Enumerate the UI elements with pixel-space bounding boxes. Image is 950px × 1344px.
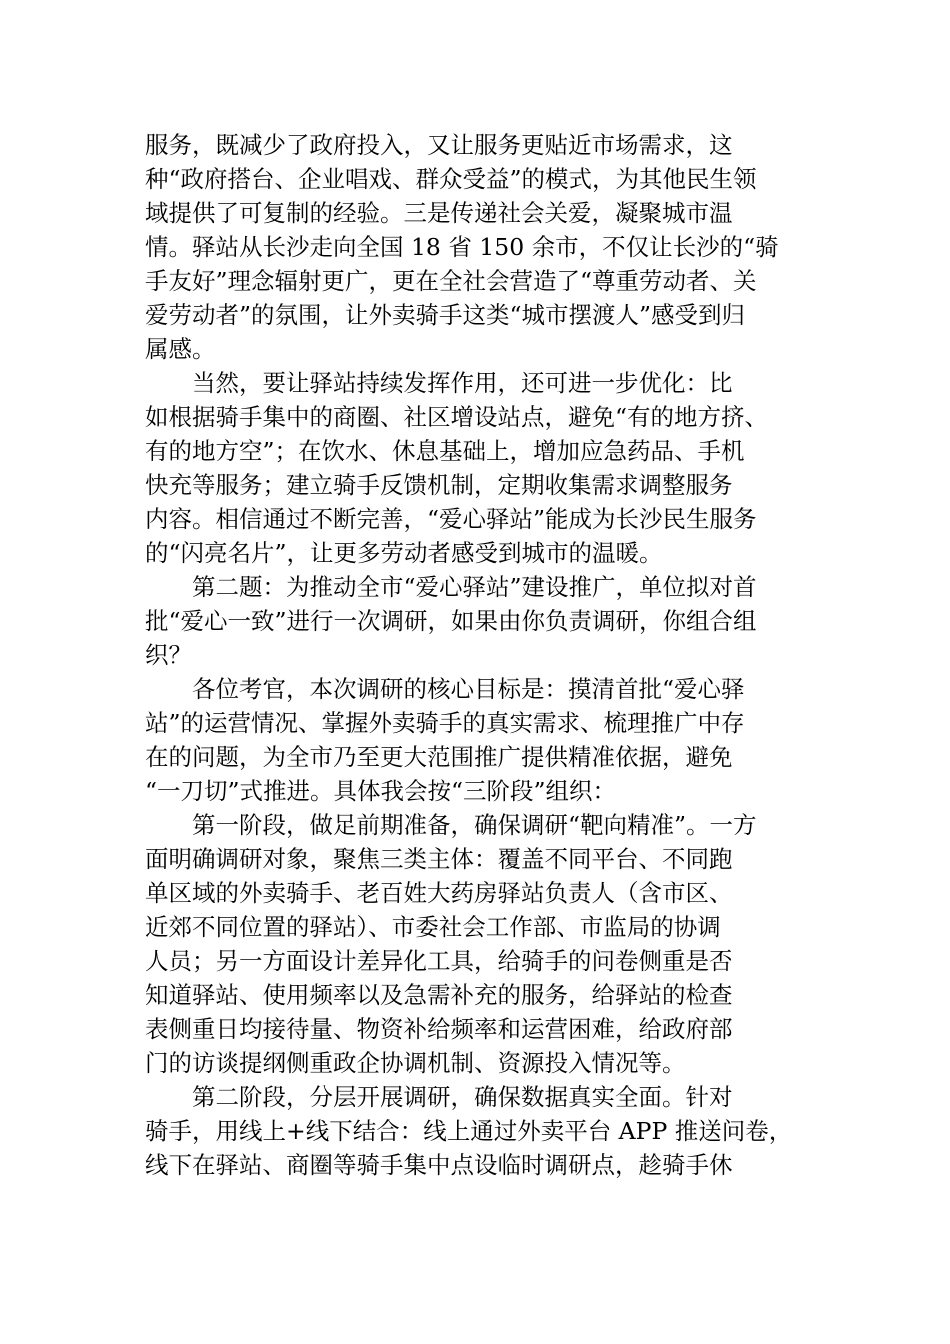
text-line: 属感。 xyxy=(145,335,216,363)
text-line: 情。驿站从长沙走向全国 18 省 150 余市，不仅让长沙的“骑 xyxy=(145,233,779,261)
question-first-line: 第二题：为推动全市“爱心驿站”建设推广，单位拟对首 xyxy=(192,573,757,601)
text-line: 服务，既减少了政府投入，又让服务更贴近市场需求，这 xyxy=(145,131,733,159)
text-line: 面明确调研对象，聚焦三类主体：覆盖不同平台、不同跑 xyxy=(145,845,733,873)
text-line: 种“政府搭台、企业唱戏、群众受益”的模式，为其他民生领 xyxy=(145,165,757,193)
paragraph-first-line: 第一阶段，做足前期准备，确保调研“靶向精准”。一方 xyxy=(192,811,757,839)
text-line: 织？ xyxy=(145,641,192,669)
text-line: 的“闪亮名片”，让更多劳动者感受到城市的温暖。 xyxy=(145,539,663,567)
text-line: 表侧重日均接待量、物资补给频率和运营困难，给政府部 xyxy=(145,1015,733,1043)
text-line: “一刀切”式推进。具体我会按“三阶段”组织： xyxy=(145,777,617,805)
text-line: 知道驿站、使用频率以及急需补充的服务，给驿站的检查 xyxy=(145,981,733,1009)
text-line: 线下在驿站、商圈等骑手集中点设临时调研点，趁骑手休 xyxy=(145,1151,733,1179)
document-body xyxy=(145,128,807,1182)
text-line: 有的地方空”；在饮水、休息基础上，增加应急药品、手机 xyxy=(145,437,745,465)
text-line: 单区域的外卖骑手、老百姓大药房驿站负责人（含市区、 xyxy=(145,879,733,907)
paragraph-first-line: 当然，要让驿站持续发挥作用，还可进一步优化：比 xyxy=(192,369,733,397)
text-line: 门的访谈提纲侧重政企协调机制、资源投入情况等。 xyxy=(145,1049,686,1077)
text-line: 骑手，用线上+线下结合：线上通过外卖平台 APP 推送问卷， xyxy=(145,1117,793,1145)
text-line: 在的问题，为全市乃至更大范围推广提供精准依据，避免 xyxy=(145,743,733,771)
text-line: 爱劳动者”的氛围，让外卖骑手这类“城市摆渡人”感受到归 xyxy=(145,301,746,329)
text-line: 内容。相信通过不断完善，“爱心驿站”能成为长沙民生服务 xyxy=(145,505,757,533)
text-line: 站”的运营情况、掌握外卖骑手的真实需求、梳理推广中存 xyxy=(145,709,745,737)
paragraph-first-line: 第二阶段，分层开展调研，确保数据真实全面。针对 xyxy=(192,1083,733,1111)
text-line: 批“爱心一致”进行一次调研，如果由你负责调研，你组合组 xyxy=(145,607,757,635)
text-line: 如根据骑手集中的商圈、社区增设站点，避免“有的地方挤、 xyxy=(145,403,769,431)
paragraph-first-line: 各位考官，本次调研的核心目标是：摸清首批“爱心驿 xyxy=(192,675,745,703)
text-line: 快充等服务；建立骑手反馈机制，定期收集需求调整服务 xyxy=(145,471,733,499)
text-line: 人员；另一方面设计差异化工具，给骑手的问卷侧重是否 xyxy=(145,947,733,975)
text-line: 手友好”理念辐射更广，更在全社会营造了“尊重劳动者、关 xyxy=(145,267,757,295)
text-line: 域提供了可复制的经验。三是传递社会关爱，凝聚城市温 xyxy=(145,199,733,227)
text-line: 近郊不同位置的驿站）、市委社会工作部、市监局的协调 xyxy=(145,913,721,941)
